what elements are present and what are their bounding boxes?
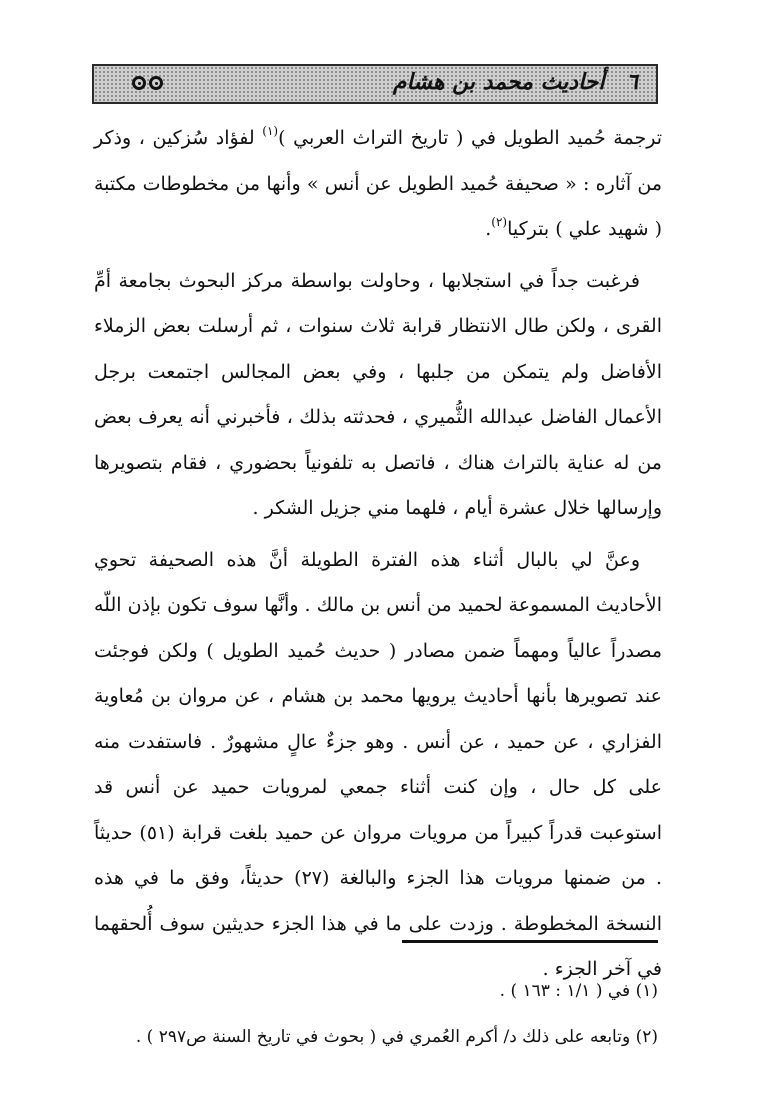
- ring-icon: [132, 76, 146, 90]
- main-text: [94, 116, 662, 993]
- page-number: ٦: [626, 70, 638, 95]
- footnote-1: (١) في ( ١/١ : ١٦٣ ) .: [499, 981, 658, 1001]
- footnote-separator: [402, 940, 658, 943]
- page-header: [92, 64, 658, 104]
- footnote-2: (٢) وتابعه على ذلك د/ أكرم العُمري في ( بحوث في تاريخ السنة ص٢٩٧ ) .: [135, 1027, 658, 1047]
- footnotes: [94, 968, 658, 1060]
- paragraph-1-part-1: ترجمة حُميد الطويل في ( تاريخ التراث العربي ): [278, 127, 662, 149]
- paragraph-1-part-3: .: [485, 218, 492, 240]
- book-title: أحاديث محمد بن هشام: [392, 70, 605, 95]
- paragraph-1-part-2: لفؤاد سُزكين ، وذكر من آثاره : « صحيفة حُميد الطويل عن أنس » وأنها من مخطوطات مكتبة ( شهيد علي ) بتركيا: [94, 127, 662, 240]
- footnote-ref-1: (١): [262, 124, 279, 138]
- paragraph-1: [94, 116, 662, 253]
- running-title: [393, 70, 638, 95]
- ring-icon: [149, 76, 163, 90]
- double-ring-ornament-icon: [132, 76, 166, 94]
- footnote-ref-2: (٢): [491, 215, 508, 229]
- paragraph-3: وعنَّ لي بالبال أثناء هذه الفترة الطويلة أنَّ هذه الصحيفة تحوي الأحاديث المسموعة لحميد من أنس بن مالك . وأنَّها سوف تكون بإذن اللّه مصدراً عالياً ومهماً ضمن مصادر ( حديث حُميد الطويل ) ولكن فوجئت عند تصويرها بأنها أحاديث يرويها محمد بن هشام ، عن مروان بن مُعاوية الفزاري ، عن حميد ، عن أنس . وهو جزءٌ عالٍ مشهورٌ . فاستفدت منه على كل حال ، وإن كنت أثناء جمعي لمرويات حميد عن أنس قد استوعبت قدراً كبيراً من مرويات مروان عن حميد بلغت قرابة (٥١) حديثاً . من ضمنها مرويات هذا الجزء والبالغة (٢٧) حديثاً، وفق ما في هذه النسخة المخطوطة . وزدت على ما في هذا الجزء حديثين سوف أُلحقهما في آخر الجزء .: [94, 548, 662, 980]
- paragraph-2: فرغبت جداً في استجلابها ، وحاولت بواسطة مركز البحوث بجامعة أمِّ القرى ، ولكن طال الانتظار قرابة ثلاث سنوات ، ثم أرسلت بعض الزملاء الأفاضل ولم يتمكن من جلبها ، وفي بعض المجالس اجتمعت برجل الأعمال الفاضل عبدالله الثُّميري ، فحدثته بذلك ، فأخبرني أنه يعرف بعض من له عناية بالتراث هناك ، فاتصل به تلفونياً بحضوري ، فقام بتصويرها وإرسالها خلال عشرة أيام ، فلهما مني جزيل الشكر .: [94, 269, 662, 519]
